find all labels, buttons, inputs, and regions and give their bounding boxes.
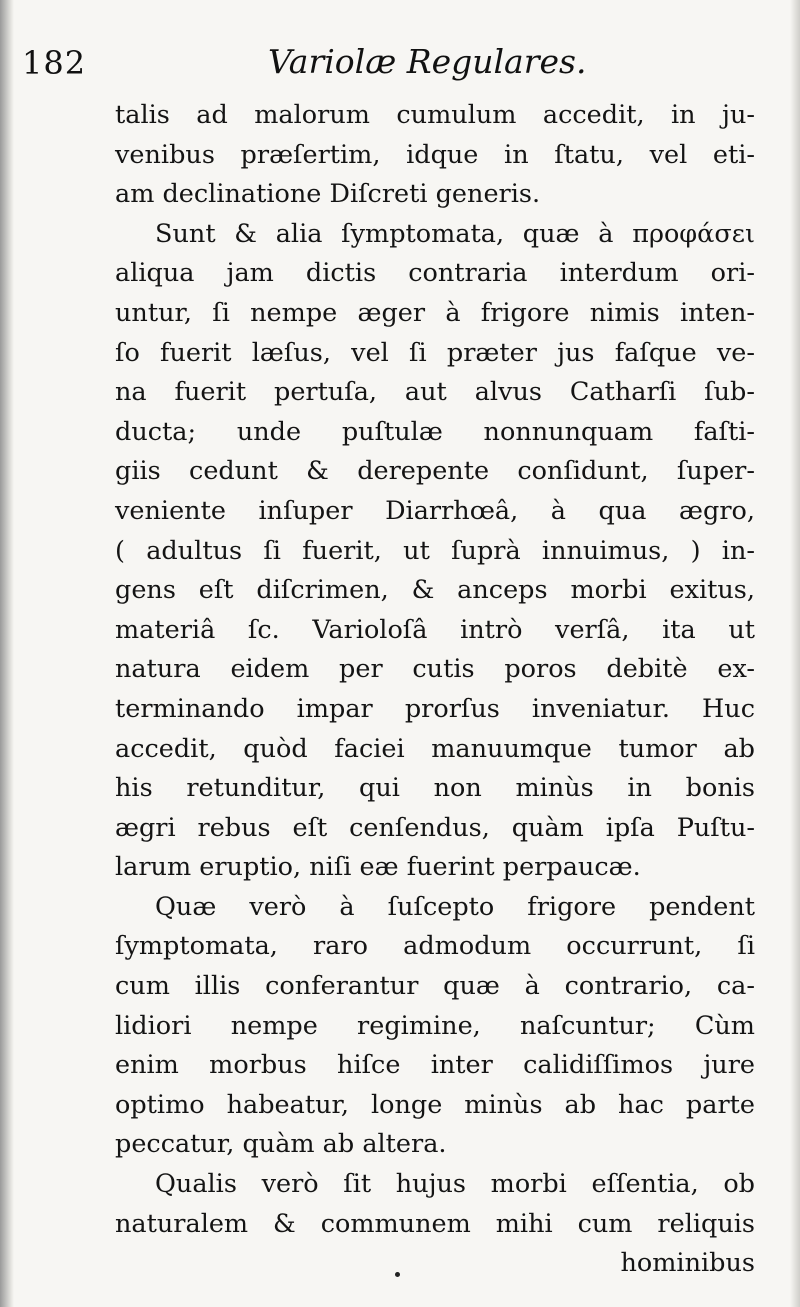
text-line: ſo fuerit læſus, vel ſi præter jus faſque ve- [115,337,755,368]
text-line: optimo habeatur, longe minùs ab hac parte [115,1089,755,1120]
text-line: aliqua jam dictis contraria interdum ori- [115,258,755,289]
text-line: na fuerit pertuſa, aut alvus Catharſi ſub- [115,377,755,408]
text-line: hominibus [620,1248,755,1279]
text-line: naturalem & communem mihi cum reliquis [115,1208,755,1239]
text-line: Quæ verò à ſuſcepto frigore pendent [155,891,755,922]
text-line: giis cedunt & derepente conſidunt, ſuper- [115,456,755,487]
text-line: Qualis verò ſit hujus morbi eſſentia, ob [155,1169,755,1200]
page-edge [790,0,800,1307]
page-header [22,38,602,94]
text-line: accedit, quòd faciei manuumque tumor ab [115,733,755,764]
text-line: veniente inſuper Diarrhœâ, à qua ægro, [115,495,755,526]
text-line: terminando impar prorſus inveniatur. Huc [115,693,755,724]
ink-speck [395,1272,400,1277]
text-line: ægri rebus eſt cenſendus, quàm ipſa Puſtu- [115,812,755,843]
text-line: am declinatione Diſcreti generis. [115,179,541,210]
text-line: enim morbus hiſce inter calidiſſimos jure [115,1050,755,1081]
body-text [115,96,755,1284]
text-line: peccatur, quàm ab altera. [115,1129,447,1160]
text-line: materiâ ſc. Varioloſâ intrò verſâ, ita ut [115,614,755,645]
text-line: his retunditur, qui non minùs in bonis [115,773,755,804]
text-line: ducta; unde puſtulæ nonnunquam faſti- [115,416,755,447]
page-number: 182 [22,44,87,82]
text-line: natura eidem per cutis poros debitè ex- [115,654,755,685]
text-line: Sunt & alia ſymptomata, quæ à προφάσει [155,218,755,249]
text-line: cum illis conferantur quæ à contrario, ca- [115,971,755,1002]
text-line: larum eruptio, niſi eæ fuerint perpaucæ. [115,852,641,883]
text-line: lidiori nempe regimine, naſcuntur; Cùm [115,1010,755,1041]
text-line: untur, ſi nempe æger à frigore nimis inten- [115,297,755,328]
text-line: venibus præſertim, idque in ſtatu, vel eti- [115,139,755,170]
text-line: ( adultus ſi fuerit, ut ſuprà innuimus, ) in- [115,535,755,566]
text-line: gens eſt diſcrimen, & anceps morbi exitus, [115,575,755,606]
text-line: ſymptomata, raro admodum occurrunt, ſi [115,931,755,962]
text-line: talis ad malorum cumulum accedit, in ju- [115,100,755,130]
running-title: Variolæ Regulares. [268,42,587,81]
page-gutter [0,0,14,1307]
